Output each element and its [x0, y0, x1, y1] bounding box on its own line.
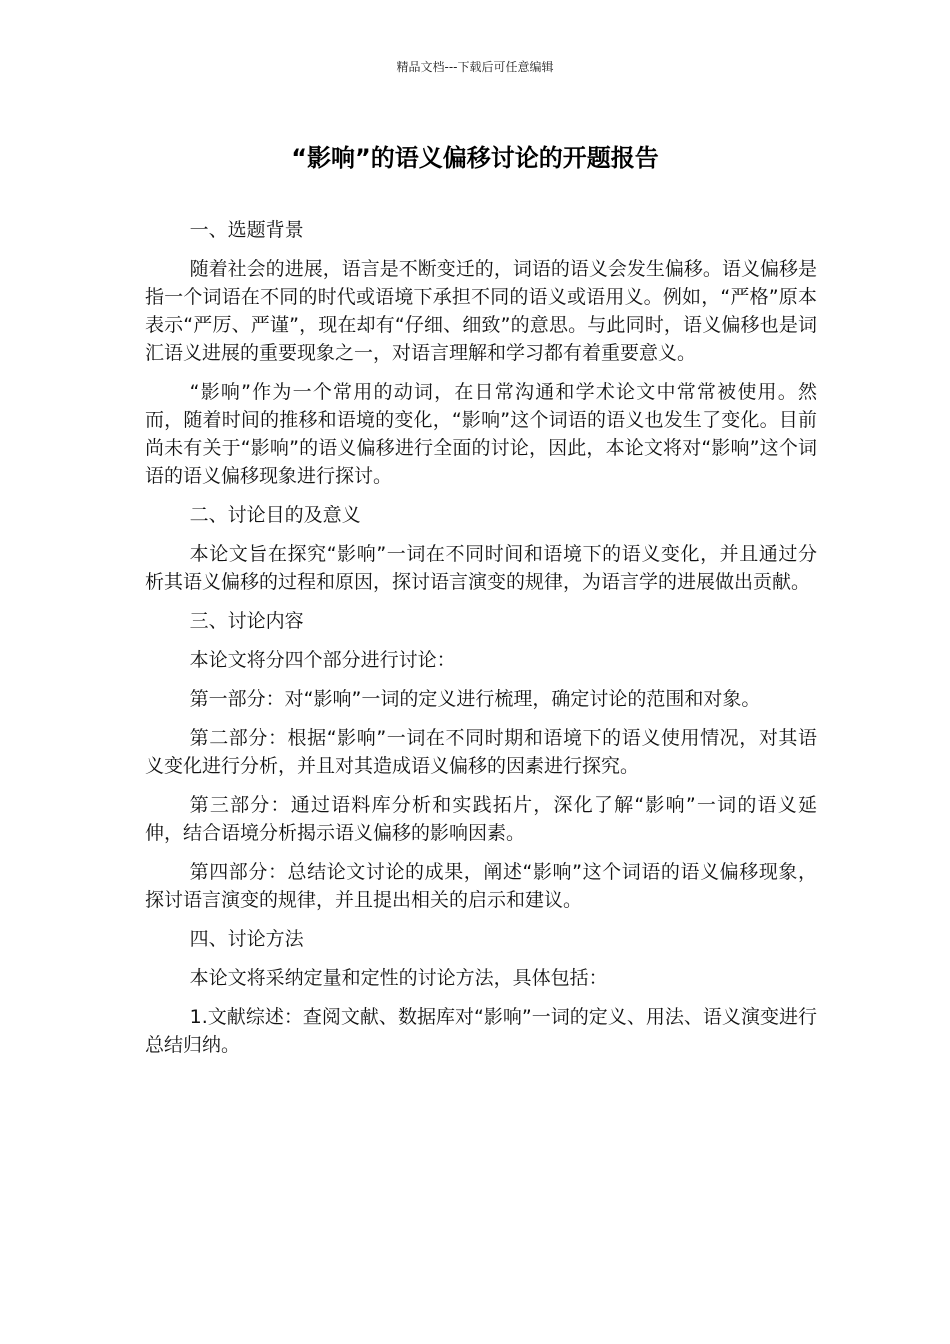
paragraph: 第一部分：对“影响”一词的定义进行梳理，确定讨论的范围和对象。	[189, 688, 761, 710]
paragraph: 本论文将采纳定量和定性的讨论方法，具体包括：	[189, 967, 608, 989]
paragraph: 1.文献综述：查阅文献、数据库对“影响”一词的定义、用法、语义演变进行总结归纳。	[145, 1006, 817, 1056]
section-purpose	[145, 501, 817, 596]
section-content	[145, 607, 817, 914]
paragraph: 随着社会的进展，语言是不断变迁的，词语的语义会发生偏移。语义偏移是指一个词语在不同的时代或语境下承担不同的语义或语用义。例如，“严格”原本表示“严厉、严谨”，现在却有“仔细、细致”的意思。与此同时，语义偏移也是词汇语义进展的重要现象之一，对语言理解和学习都有着重要意义。	[145, 258, 817, 364]
paragraph: 第四部分：总结论文讨论的成果，阐述“影响”这个词语的语义偏移现象，探讨语言演变的规律，并且提出相关的启示和建议。	[145, 861, 817, 911]
section-methods	[145, 925, 817, 1059]
section-heading: 一、选题背景	[189, 219, 304, 241]
section-heading: 二、讨论目的及意义	[189, 504, 361, 526]
paragraph: 本论文旨在探究“影响”一词在不同时间和语境下的语义变化，并且通过分析其语义偏移的过程和原因，探讨语言演变的规律，为语言学的进展做出贡献。	[145, 543, 817, 593]
document-body	[145, 216, 817, 1070]
paragraph: 本论文将分四个部分进行讨论：	[189, 649, 456, 671]
page-header-note: 精品文档---下载后可任意编辑	[396, 60, 554, 74]
paragraph: “影响”作为一个常用的动词，在日常沟通和学术论文中常常被使用。然而，随着时间的推移和语境的变化，“影响”这个词语的语义也发生了变化。目前尚未有关于“影响”的语义偏移进行全面的讨论，因此，本论文将对“影响”这个词语的语义偏移现象进行探讨。	[145, 381, 817, 487]
section-heading: 四、讨论方法	[189, 928, 304, 950]
section-heading: 三、讨论内容	[189, 610, 304, 632]
document-title: “影响”的语义偏移讨论的开题报告	[291, 144, 659, 172]
paragraph: 第三部分：通过语料库分析和实践拓片，深化了解“影响”一词的语义延伸，结合语境分析揭示语义偏移的影响因素。	[145, 794, 817, 844]
section-background	[145, 216, 817, 490]
paragraph: 第二部分：根据“影响”一词在不同时期和语境下的语义使用情况，对其语义变化进行分析，并且对其造成语义偏移的因素进行探究。	[145, 727, 817, 777]
